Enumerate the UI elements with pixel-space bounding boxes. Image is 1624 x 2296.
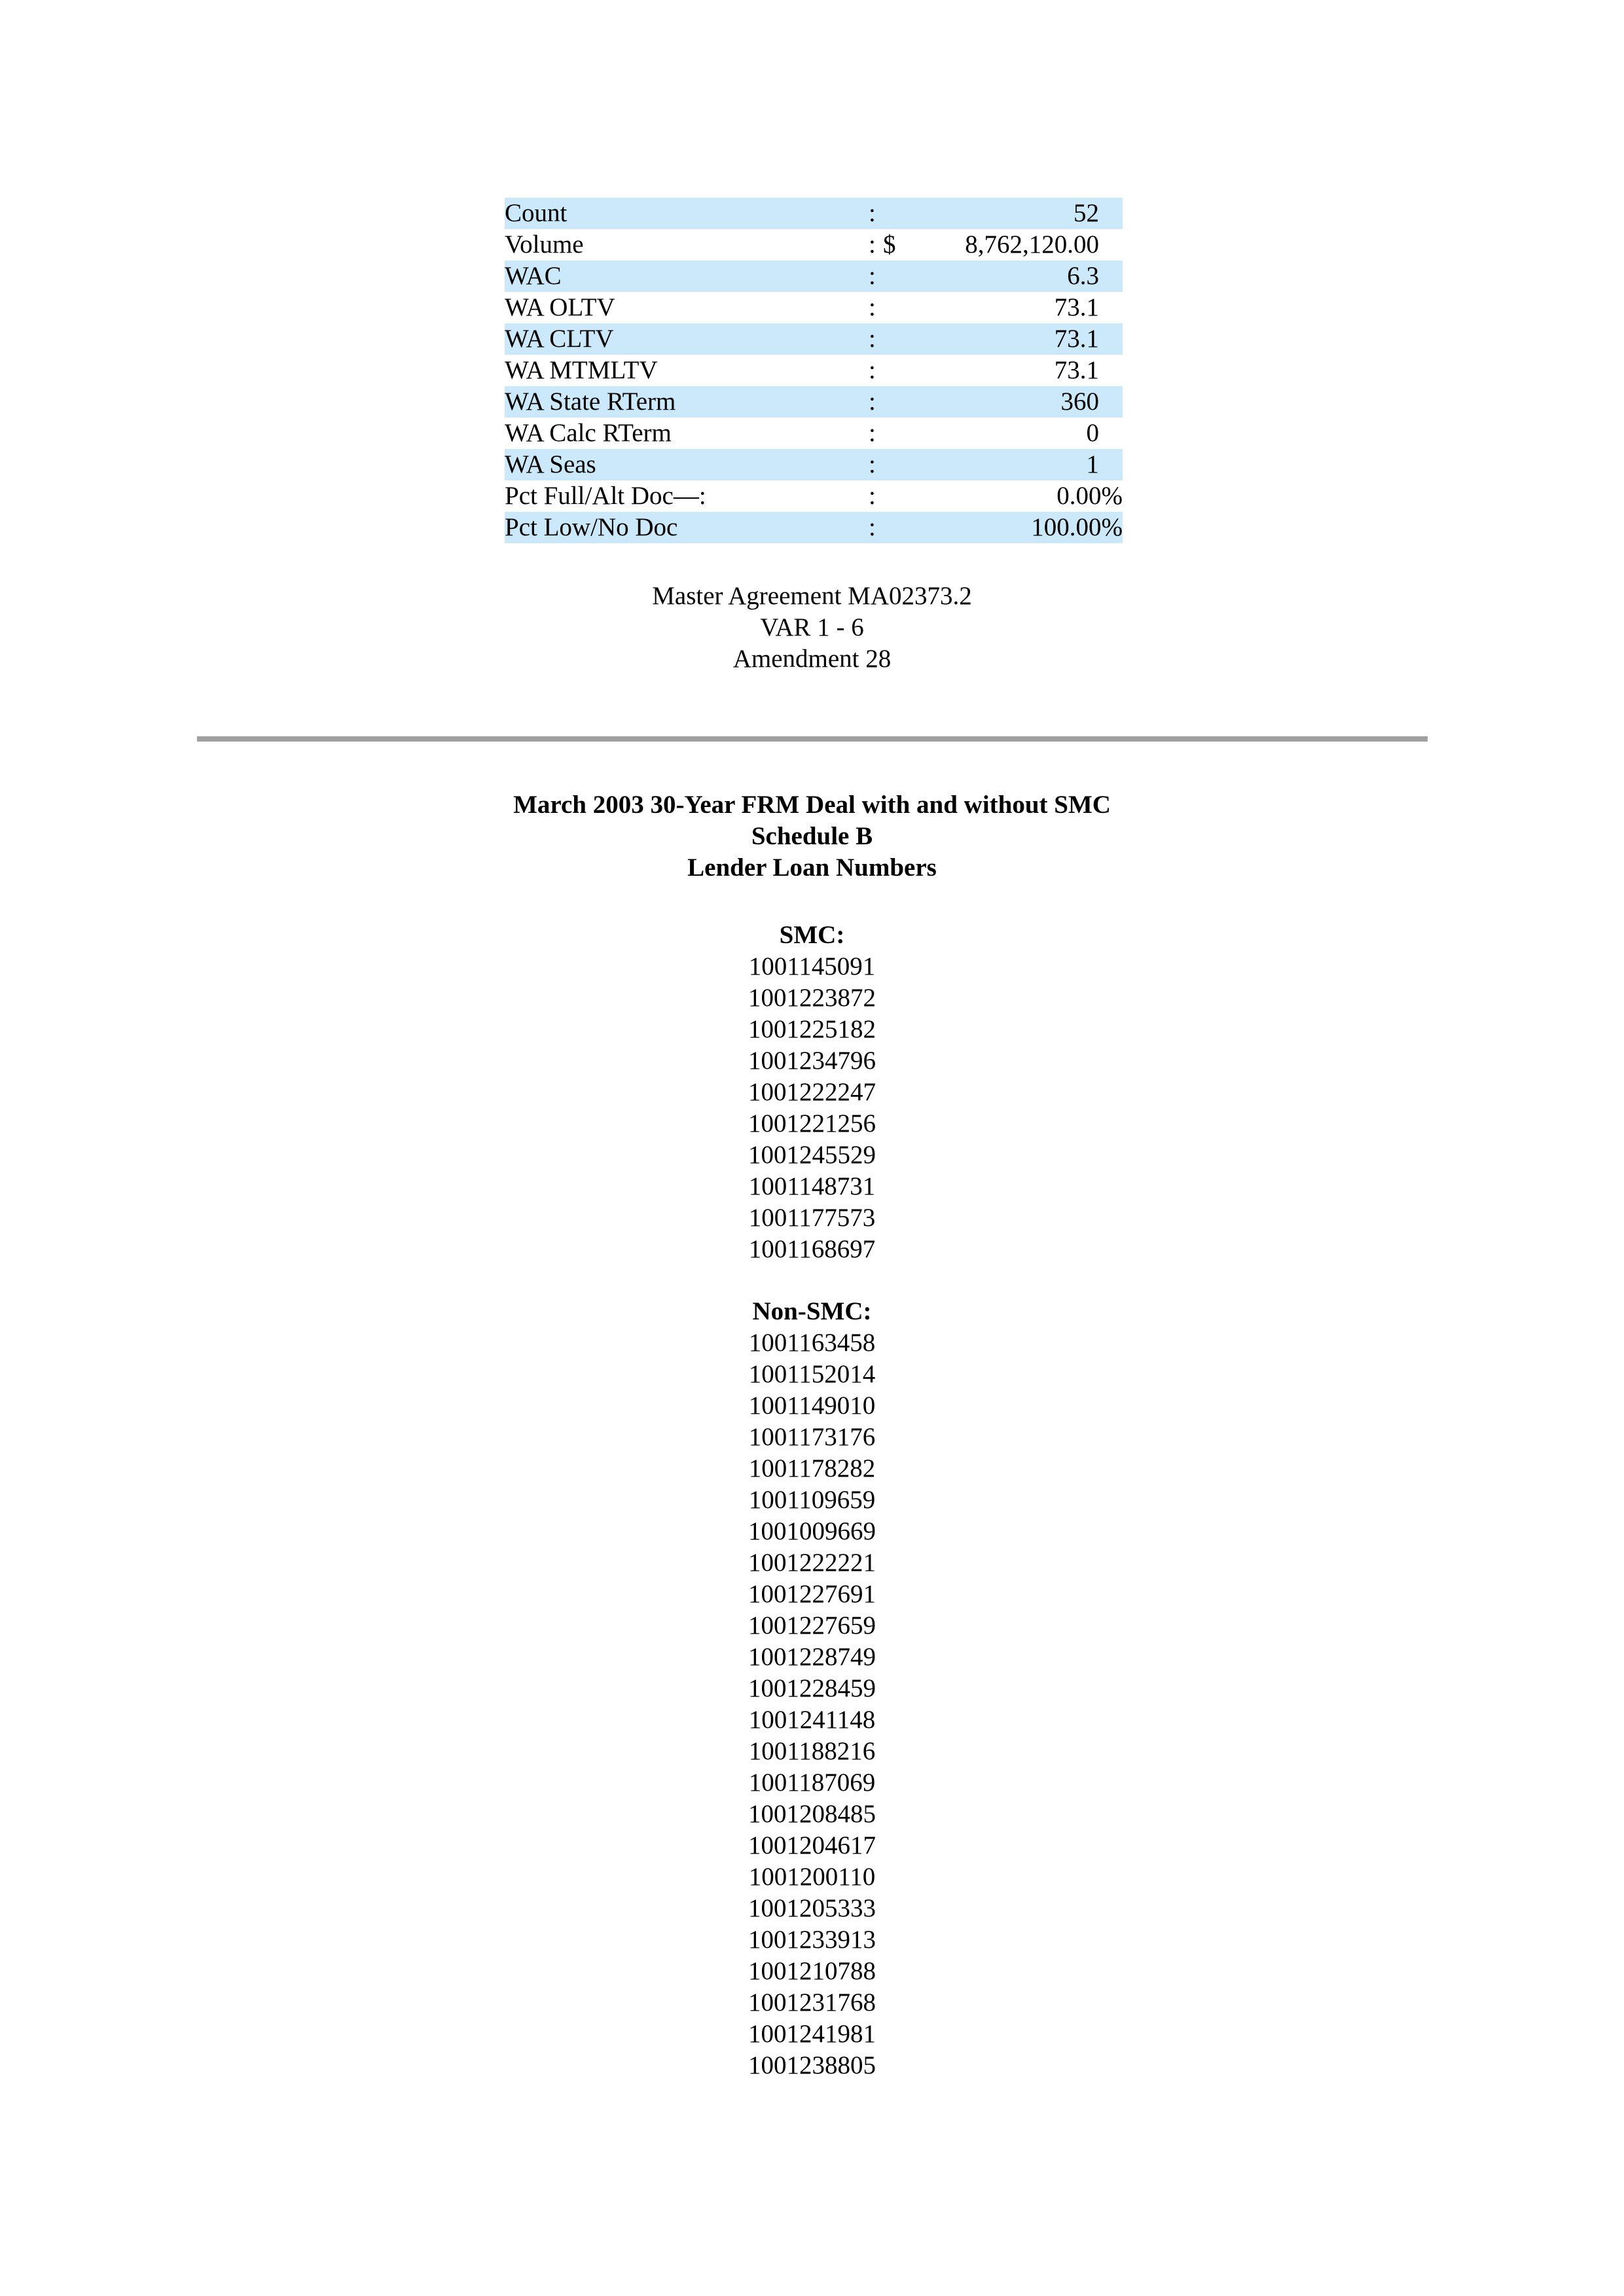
stat-colon: : <box>869 386 883 418</box>
list-item: 1001177573 <box>748 1204 876 1232</box>
list-item: 1001163458 <box>748 1329 876 1357</box>
list-item: 1001173176 <box>748 1423 876 1451</box>
schedule-heading: Lender Loan Numbers <box>687 853 937 882</box>
stat-currency <box>883 292 922 323</box>
stat-label: Count <box>505 198 869 229</box>
stat-label: Pct Full/Alt Doc—: <box>505 482 706 510</box>
stat-currency <box>883 323 922 355</box>
list-item: 1001200110 <box>748 1863 876 1891</box>
stat-label: WA Seas <box>505 449 869 480</box>
stat-currency <box>883 386 922 418</box>
list-item: 1001109659 <box>748 1486 876 1514</box>
stat-currency <box>883 355 922 386</box>
stat-currency <box>883 480 922 512</box>
list-item: 1001222221 <box>748 1549 876 1577</box>
list-item: 1001204617 <box>748 1831 876 1859</box>
stat-currency <box>883 260 922 292</box>
stat-colon: : <box>869 230 876 259</box>
list-item: 1001228749 <box>748 1643 876 1671</box>
list-item: 1001210788 <box>748 1957 876 1985</box>
stat-label: WA OLTV <box>505 293 615 321</box>
stat-label: Volume <box>505 230 584 259</box>
list-item: 1001149010 <box>748 1391 876 1420</box>
stat-value: 1 <box>922 449 1123 480</box>
stat-value: 52 <box>922 198 1123 229</box>
list-item: 1001205333 <box>748 1894 876 1922</box>
list-item: 1001152014 <box>748 1360 876 1388</box>
stat-colon: : <box>869 323 883 355</box>
stat-colon: : <box>869 419 876 447</box>
smc-loan-list <box>0 920 1624 1265</box>
stat-colon: : <box>869 198 883 229</box>
stats-row-wa-state-rterm <box>505 386 1123 418</box>
list-item: 1001227691 <box>748 1580 876 1608</box>
list-item: 1001145091 <box>748 952 876 980</box>
list-item: 1001225182 <box>748 1015 876 1043</box>
non-smc-label: Non-SMC: <box>752 1297 872 1325</box>
stats-row-wa-calc-rterm <box>505 418 1123 449</box>
stat-currency: $ <box>883 230 896 259</box>
stat-currency <box>883 512 922 543</box>
list-item: 1001241981 <box>748 2020 876 2048</box>
list-item: 1001187069 <box>748 1768 876 1797</box>
stats-row-volume <box>505 229 1123 260</box>
stats-row-pct-low-no-doc <box>505 512 1123 543</box>
schedule-title: March 2003 30-Year FRM Deal with and without SMC <box>513 791 1111 819</box>
agreement-number: Master Agreement MA02373.2 <box>652 582 972 610</box>
stats-row-wa-mtmltv <box>505 355 1123 386</box>
list-item: 1001227659 <box>748 1611 876 1640</box>
list-item: 1001223872 <box>748 984 876 1012</box>
stat-label: Pct Low/No Doc <box>505 512 869 543</box>
non-smc-loan-list <box>0 1296 1624 2081</box>
stat-value: 6.3 <box>922 260 1123 292</box>
section-divider <box>197 736 1428 742</box>
stat-currency <box>883 418 922 449</box>
list-item: 1001208485 <box>748 1800 876 1828</box>
stat-currency <box>883 449 922 480</box>
list-item: 1001233913 <box>748 1926 876 1954</box>
list-item: 1001228459 <box>748 1674 876 1702</box>
list-item: 1001245529 <box>748 1141 876 1169</box>
stat-colon: : <box>869 512 883 543</box>
list-item: 1001221256 <box>748 1109 876 1138</box>
loan-statistics-table <box>505 198 1123 543</box>
stat-colon: : <box>869 449 883 480</box>
agreement-block <box>0 581 1624 675</box>
list-item: 1001168697 <box>748 1235 876 1263</box>
stat-value: 360 <box>922 386 1123 418</box>
stats-row-wa-oltv <box>505 292 1123 323</box>
stat-value: 73.1 <box>922 323 1123 355</box>
stats-row-wa-cltv <box>505 323 1123 355</box>
agreement-var: VAR 1 - 6 <box>760 613 864 641</box>
stat-label: WA Calc RTerm <box>505 419 672 447</box>
stat-value: 0 <box>1086 419 1099 447</box>
agreement-amendment: Amendment 28 <box>732 645 892 673</box>
stats-row-count <box>505 198 1123 229</box>
stat-label: WAC <box>505 260 869 292</box>
stats-row-pct-full-alt-doc <box>505 480 1123 512</box>
list-item: 1001188216 <box>748 1737 876 1765</box>
stat-value: 73.1 <box>1054 356 1099 384</box>
list-item: 1001178282 <box>748 1454 876 1482</box>
stat-label: WA CLTV <box>505 323 869 355</box>
list-item: 1001234796 <box>748 1047 876 1075</box>
list-item: 1001222247 <box>748 1078 876 1106</box>
list-item: 1001231768 <box>748 1988 876 2017</box>
stat-value: 0.00% <box>1056 482 1123 510</box>
list-item: 1001238805 <box>748 2051 876 2079</box>
stat-label: WA State RTerm <box>505 386 869 418</box>
stat-colon: : <box>869 260 883 292</box>
stats-row-wac <box>505 260 1123 292</box>
list-item: 1001241148 <box>748 1706 876 1734</box>
smc-label: SMC: <box>779 921 845 949</box>
list-item: 1001148731 <box>748 1172 876 1200</box>
stat-value: 8,762,120.00 <box>965 230 1099 259</box>
schedule-subtitle: Schedule B <box>751 822 873 850</box>
stat-colon: : <box>869 356 876 384</box>
stat-colon: : <box>869 482 876 510</box>
list-item: 1001009669 <box>748 1517 876 1545</box>
stat-value: 100.00% <box>922 512 1123 543</box>
stat-label: WA MTMLTV <box>505 356 658 384</box>
stat-currency <box>883 198 922 229</box>
stat-colon: : <box>869 293 876 321</box>
schedule-heading-block <box>0 789 1624 884</box>
stats-row-wa-seas <box>505 449 1123 480</box>
stat-value: 73.1 <box>1054 293 1099 321</box>
